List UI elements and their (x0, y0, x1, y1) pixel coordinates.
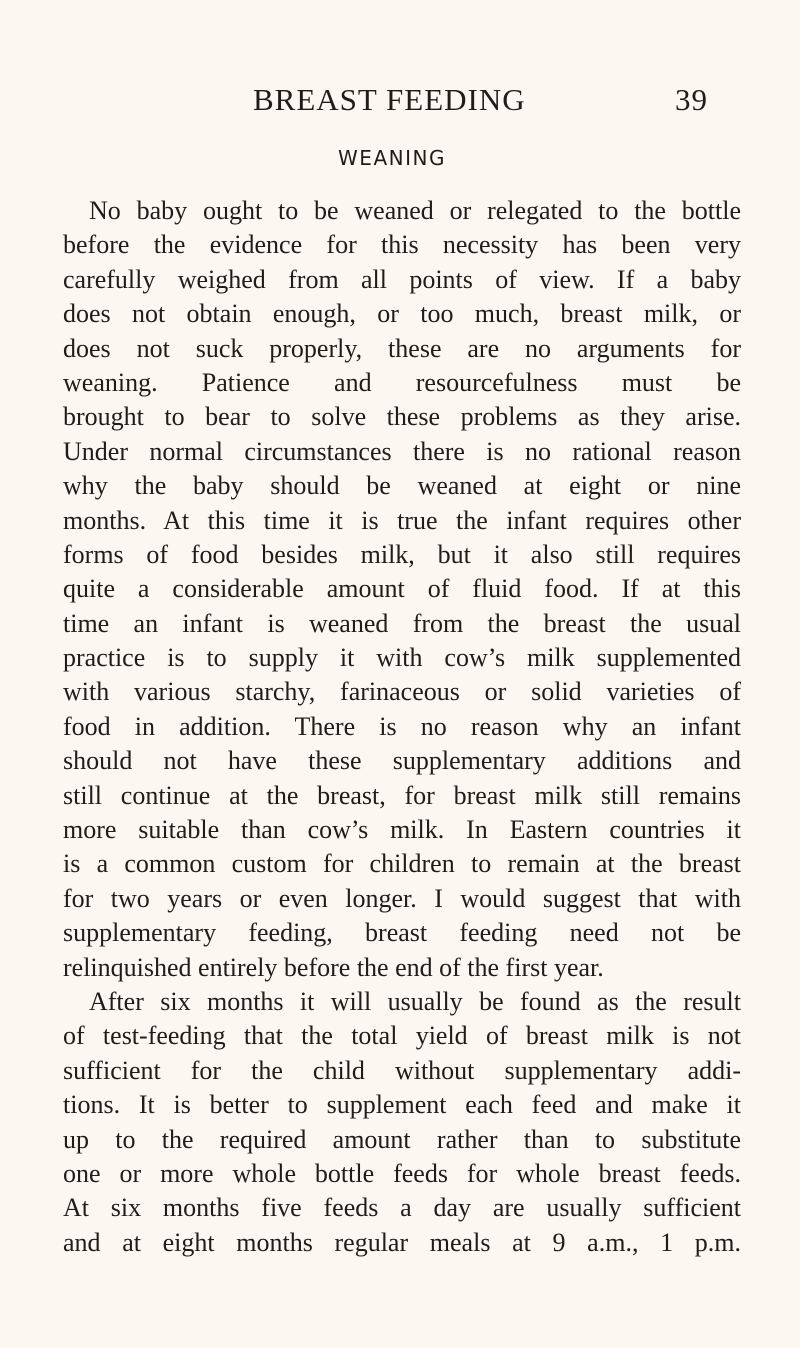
text-line: After six months it will usually be found as the result (89, 986, 741, 1016)
text-line: one or more whole bottle feeds for whole breast feeds. (63, 1158, 741, 1188)
text-line: tions. It is better to supplement each feed and make it (63, 1090, 741, 1120)
text-line: does not obtain enough, or too much, breast milk, or (63, 299, 741, 329)
text-line: weaning. Patience and resourcefulness must be (63, 367, 741, 397)
text-line: does not suck properly, these are no arguments for (63, 333, 741, 363)
running-head (0, 82, 800, 122)
text-line: and at eight months regular meals at 9 a.m., 1 p.m. (63, 1227, 741, 1257)
running-head-title: BREAST FEEDING (253, 82, 526, 117)
body-text (63, 194, 741, 1260)
page-number: 39 (675, 82, 708, 117)
text-line: Under normal circumstances there is no rational reason (63, 436, 741, 466)
text-line: No baby ought to be weaned or relegated to the bottle (89, 196, 741, 225)
text-line: sufficient for the child without supplementary addi- (63, 1055, 741, 1085)
text-line: still continue at the breast, for breast milk still remains (63, 780, 741, 810)
text-line: months. At this time it is true the infant requires other (63, 505, 741, 535)
text-line: supplementary feeding, breast feeding need not be (63, 918, 741, 948)
text-line: forms of food besides milk, but it also still requires (63, 539, 741, 569)
text-line: should not have these supplementary additions and (63, 746, 741, 776)
text-line: with various starchy, farinaceous or solid varieties of (63, 677, 741, 707)
text-line: food in addition. There is no reason why an infant (63, 711, 741, 741)
text-line: practice is to supply it with cow’s milk supplemented (63, 643, 741, 673)
section-heading: WEANING (338, 146, 446, 170)
text-line: quite a considerable amount of fluid food. If at this (63, 574, 741, 604)
text-line: time an infant is weaned from the breast the usual (63, 608, 741, 638)
text-line: of test-feeding that the total yield of breast milk is not (63, 1021, 741, 1051)
text-line: brought to bear to solve these problems as they arise. (63, 402, 741, 432)
text-line: carefully weighed from all points of view. If a baby (63, 264, 741, 294)
text-line: more suitable than cow’s milk. In Eastern countries it (63, 815, 741, 845)
text-line: At six months five feeds a day are usually sufficient (63, 1193, 741, 1223)
text-line: for two years or even longer. I would suggest that with (63, 883, 741, 913)
text-line: why the baby should be weaned at eight or nine (63, 471, 741, 501)
text-line: relinquished entirely before the end of the first year. (63, 952, 604, 982)
text-line: up to the required amount rather than to substitute (63, 1124, 741, 1154)
text-line: is a common custom for children to remain at the breast (63, 849, 741, 879)
text-line: before the evidence for this necessity has been very (63, 230, 741, 260)
